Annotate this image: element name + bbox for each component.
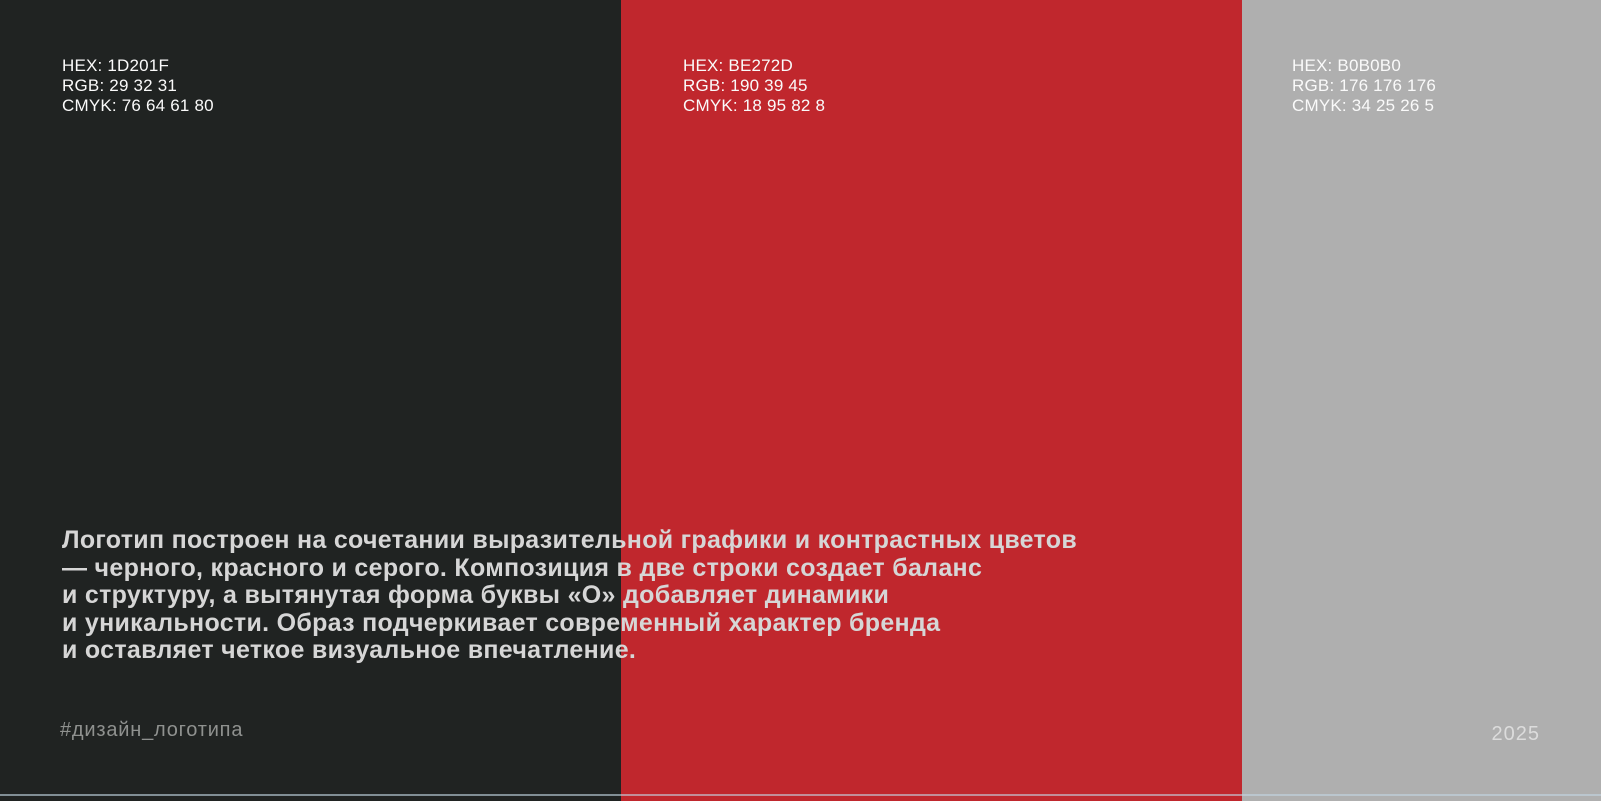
rgb-value-label: RGB: 176 176 176 [1292, 76, 1437, 95]
description-line: и уникальности. Образ подчеркивает современный характер бренда [62, 608, 941, 637]
year-label: 2025 [1491, 723, 1540, 745]
rgb-value-label: RGB: 190 39 45 [683, 76, 808, 95]
rgb-value-label: RGB: 29 32 31 [62, 76, 178, 95]
swatch-values-gray [1292, 56, 1436, 116]
description-line: и структуру, а вытянутая форма буквы «О» добавляет динамики [62, 581, 890, 610]
logo-description [62, 527, 1232, 665]
swatch-values-red [683, 56, 825, 116]
hex-value-label: HEX: 1D201F [62, 56, 170, 75]
cmyk-value-label: CMYK: 76 64 61 80 [62, 96, 214, 115]
hex-value-label: HEX: BE272D [683, 56, 793, 75]
cmyk-value-label: CMYK: 34 25 26 5 [1292, 96, 1435, 115]
hex-value-label: HEX: B0B0B0 [1292, 56, 1401, 75]
bottom-edge-artifact [0, 794, 1601, 796]
swatch-values-black [62, 56, 214, 116]
description-line: Логотип построен на сочетании выразительной графики и контрастных цветов [62, 526, 1078, 554]
description-line: и оставляет четкое визуальное впечатление. [62, 636, 637, 665]
description-line: — черного, красного и серого. Композиция в две строки создает баланс [62, 553, 983, 582]
hashtag-label: #дизайн_логотипа [60, 719, 244, 741]
color-panel-red [621, 0, 1242, 801]
color-panel-gray [1242, 0, 1601, 801]
cmyk-value-label: CMYK: 18 95 82 8 [683, 96, 826, 115]
color-panel-black [0, 0, 621, 801]
